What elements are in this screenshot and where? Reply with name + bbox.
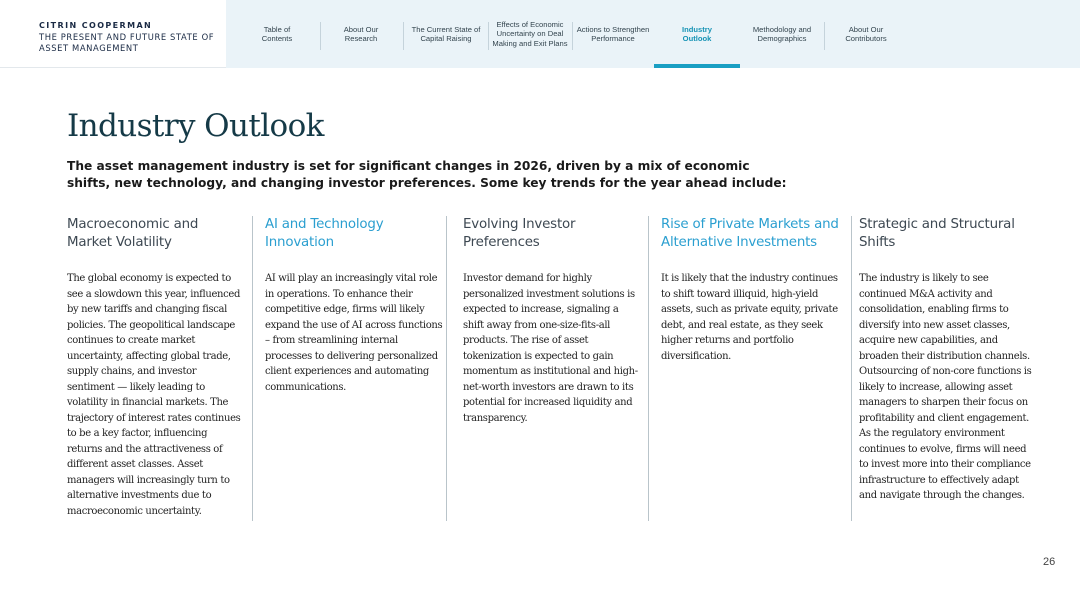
nav-item-capital-raising[interactable] — [404, 0, 488, 68]
top-header — [0, 0, 1080, 68]
column-heading: Rise of Private Markets and Alternative Investments — [661, 217, 839, 250]
column-body: AI will play an increasingly vital role in operations. To enhance their competitive edge, firms will likely expand the use of AI across functions – from streamlining internal processes to delivering personalized client experiences and automating communications. — [265, 273, 443, 393]
nav-item-strengthen-performance[interactable] — [572, 0, 654, 68]
column-heading: AI and Technology Innovation — [265, 217, 384, 250]
nav-item-methodology[interactable] — [740, 0, 824, 68]
report-title: THE PRESENT AND FUTURE STATE OF ASSET MANAGEMENT — [39, 32, 215, 53]
column-body: It is likely that the industry continues to shift toward illiquid, high-yield assets, such as private equity, private debt, and real estate, as they seek higher returns and portfolio diversification. — [661, 273, 838, 362]
column-private-markets — [661, 216, 839, 521]
nav-item-label: Table of Contents — [261, 24, 293, 43]
section-nav — [226, 0, 1080, 68]
column-divider — [851, 216, 852, 521]
column-divider — [446, 216, 447, 521]
nav-item-industry-outlook[interactable] — [654, 0, 740, 68]
column-macroeconomic — [67, 216, 245, 521]
nav-item-label: Methodology and Demographics — [752, 24, 812, 43]
column-body: The global economy is expected to see a slowdown this year, influenced by new tariffs and changing fiscal policies. The geopolitical landscape continues to create market uncertainty, affecting global trade, supply chains, and investor sentiment — likely leading to volatility in financial markets. The trajectory of interest rates continues to be a key factor, influencing returns and the attractiveness of different asset classes. Asset managers will increasingly turn to alternative investments due to macroeconomic uncertainty. — [67, 273, 241, 517]
brand-block — [0, 0, 226, 68]
column-investor-preferences — [463, 216, 641, 521]
nav-item-about-our-research[interactable] — [321, 0, 401, 68]
nav-item-label: About Our Research — [343, 24, 379, 43]
column-heading: Evolving Investor Preferences — [463, 217, 576, 250]
nav-item-about-contributors[interactable] — [824, 0, 908, 68]
nav-item-label: The Current State of Capital Raising — [411, 24, 481, 43]
column-heading: Strategic and Structural Shifts — [859, 217, 1015, 250]
company-name: CITRIN COOPERMAN — [39, 21, 153, 30]
nav-item-table-of-contents[interactable] — [234, 0, 320, 68]
nav-item-economic-uncertainty[interactable] — [488, 0, 572, 68]
active-tab-indicator — [654, 64, 740, 68]
column-structural-shifts — [859, 216, 1037, 521]
column-divider — [252, 216, 253, 521]
nav-item-label: Effects of Economic Uncertainty on Deal Making and Exit Plans — [492, 19, 568, 48]
nav-item-label: Industry Outlook — [682, 24, 712, 43]
column-divider — [648, 216, 649, 521]
page-title: Industry Outlook — [67, 108, 324, 144]
page-number: 26 — [1043, 556, 1056, 568]
nav-item-label: Actions to Strengthen Performance — [576, 24, 650, 43]
column-heading: Macroeconomic and Market Volatility — [67, 217, 199, 250]
column-body: Investor demand for highly personalized investment solutions is expected to increase, signaling a shift away from one-size-fits-all products. The rise of asset tokenization is expected to gain momentum as institutional and high-net-worth investors are drawn to its potential for increased liquidity and transparency. — [463, 273, 638, 424]
intro-paragraph: The asset management industry is set for significant changes in 2026, driven by a mix of economic shifts, new technology, and changing investor preferences. Some key trends for the year ahead include: — [67, 159, 787, 190]
column-body: The industry is likely to see continued M&A activity and consolidation, enabling firms to diversify into new asset classes, acquire new capabilities, and broaden their distribution channels. Outsourcing of non-core functions is likely to increase, allowing asset managers to sharpen their focus on profitability and client engagement. As the regulatory environment continues to evolve, firms will need to invest more into their compliance infrastructure to effectively adapt and navigate through the changes. — [859, 273, 1032, 501]
nav-item-label: About Our Contributors — [845, 24, 887, 43]
column-ai-technology — [265, 216, 443, 521]
